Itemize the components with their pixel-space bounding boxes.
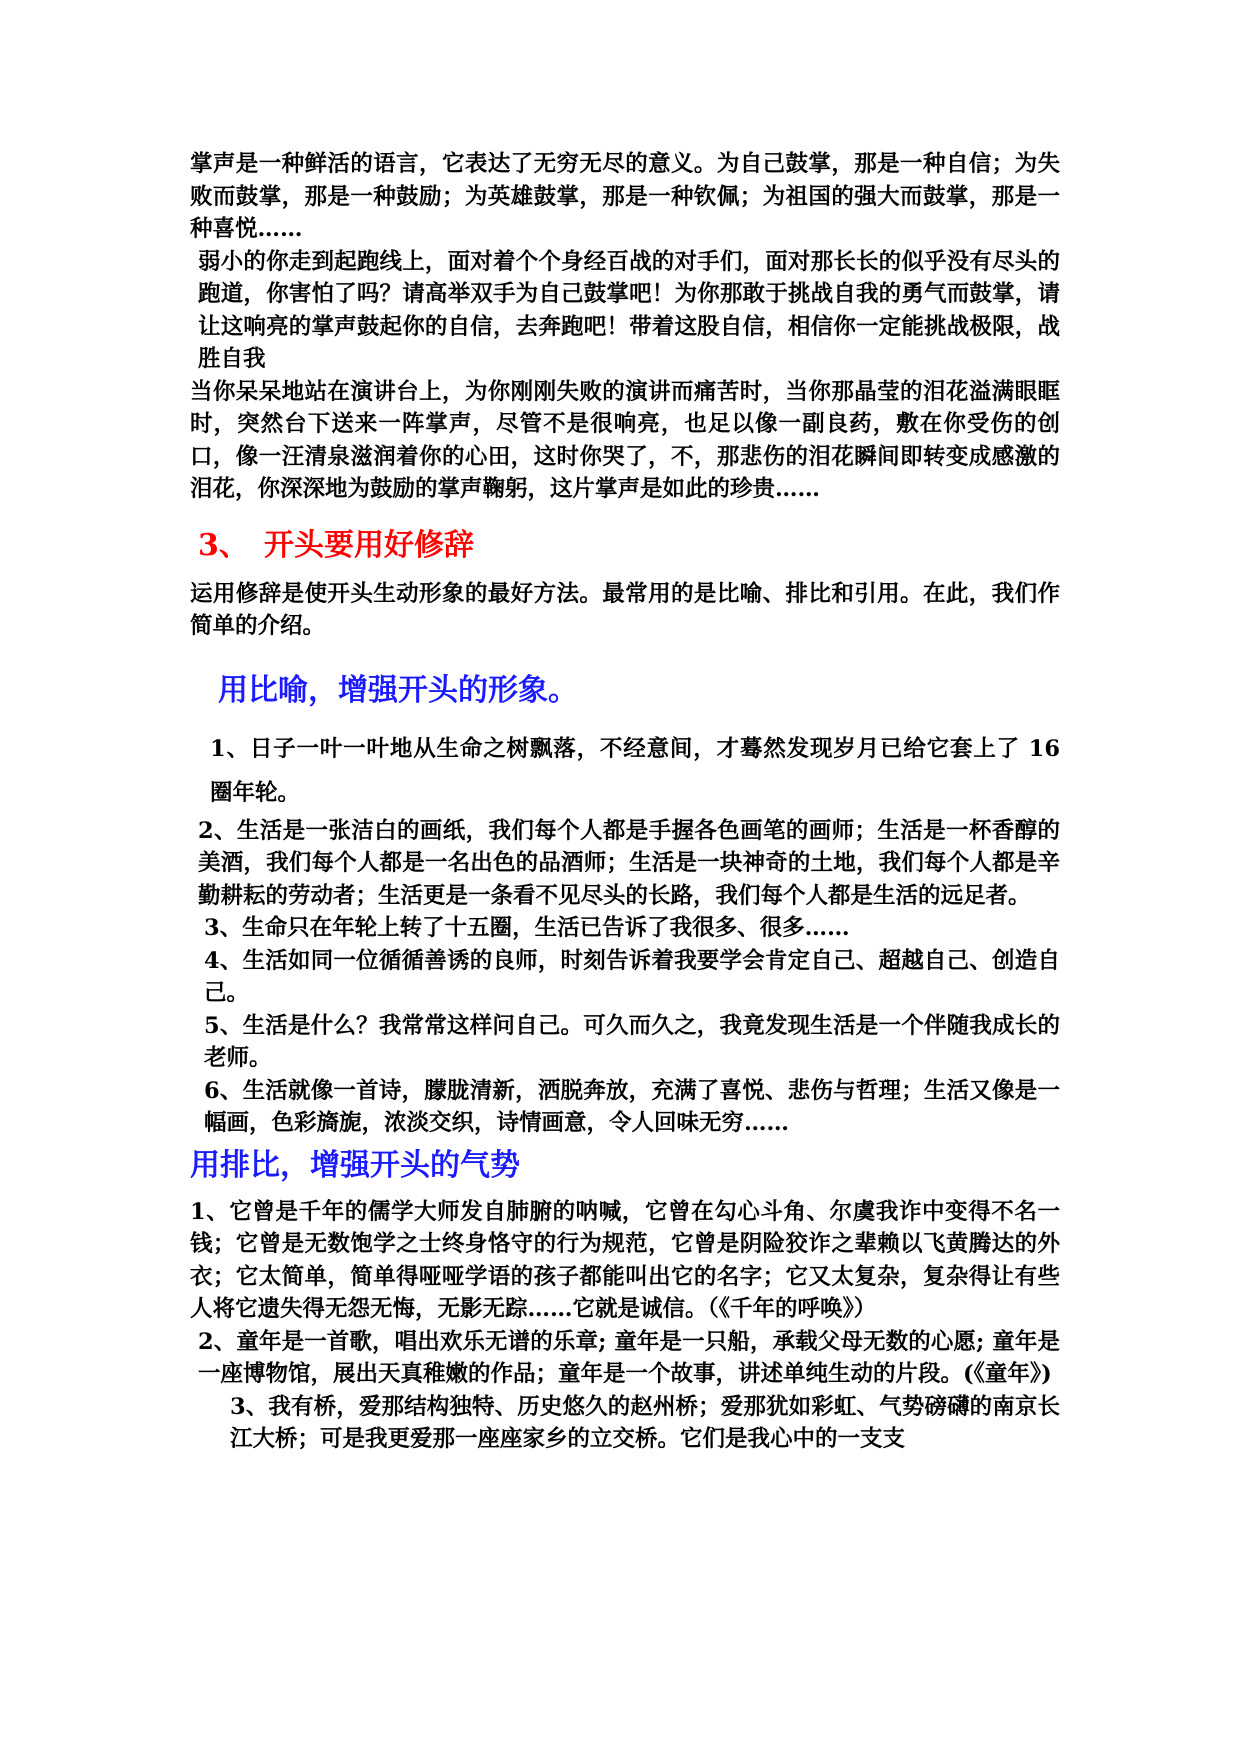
parallel-item-1: 1、它曾是千年的儒学大师发自肺腑的呐喊，它曾在勾心斗角、尔虞我诈中变得不名一钱；它曾是无数饱学之士终身恪守的行为规范，它曾是阴险狡诈之辈赖以飞黄腾达的外衣；它太简单，简单得哑哑学语的孩子都能叫出它的名字；它又太复杂，复杂得让有些人将它遗失得无怨无悔，无影无踪……它就是诚信。（《千年的呼唤》） xyxy=(190,1198,1060,1322)
section-3-intro: 运用修辞是使开头生动形象的最好方法。最常用的是比喻、排比和引用。在此，我们作简单的介绍。 xyxy=(190,580,1060,639)
section-3-title: 开头要用好修辞 xyxy=(264,527,474,563)
intro-paragraph-3: 当你呆呆地站在演讲台上，为你刚刚失败的演讲而痛苦时，当你那晶莹的泪花溢满眼眶时，突然台下送来一阵掌声，尽管不是很响亮，也足以像一副良药，敷在你受伤的创口，像一汪清泉滋润着你的心田，这时你哭了，不，那悲伤的泪花瞬间即转变成感激的泪花，你深深地为鼓励的掌声鞠躬，这片掌声是如此的珍贵…… xyxy=(190,378,1060,502)
parallel-item-2: 2、童年是一首歌，唱出欢乐无谱的乐章; 童年是一只船，承载父母无数的心愿; 童年是一座博物馆，展出天真稚嫩的作品；童年是一个故事，讲述单纯生动的片段。(《童年》) xyxy=(198,1328,1060,1387)
metaphor-heading: 用比喻，增强开头的形象。 xyxy=(218,672,578,708)
intro-paragraph-1: 掌声是一种鲜活的语言，它表达了无穷无尽的意义。为自己鼓掌，那是一种自信；为失败而鼓掌，那是一种鼓励；为英雄鼓掌，那是一种钦佩；为祖国的强大而鼓掌，那是一种喜悦…… xyxy=(190,151,1060,242)
parallel-heading: 用排比，增强开头的气势 xyxy=(190,1147,520,1183)
intro-paragraph-2: 弱小的你走到起跑线上，面对着个个身经百战的对手们，面对那长长的似乎没有尽头的跑道，你害怕了吗？请高举双手为自己鼓掌吧！为你那敢于挑战自我的勇气而鼓掌，请让这响亮的掌声鼓起你的自信，去奔跑吧！带着这股自信，相信你一定能挑战极限，战胜自我 xyxy=(198,248,1060,372)
parallel-item-3: 3、我有桥，爱那结构独特、历史悠久的赵州桥；爱那犹如彩虹、气势磅礴的南京长江大桥；可是我更爱那一座座家乡的立交桥。它们是我心中的一支支 xyxy=(230,1393,1060,1452)
metaphor-item-4: 4、生活如同一位循循善诱的良师，时刻告诉着我要学会肯定自己、超越自己、创造自己。 xyxy=(204,947,1060,1006)
section-3-heading xyxy=(198,524,1060,568)
metaphor-item-1: 1、日子一叶一叶地从生命之树飘落，不经意间，才蓦然发现岁月已给它套上了 16 圈年轮。 xyxy=(210,735,1060,806)
metaphor-item-6: 6、生活就像一首诗，朦胧清新，洒脱奔放，充满了喜悦、悲伤与哲理；生活又像是一幅画，色彩旖旎，浓淡交织，诗情画意，令人回味无穷…… xyxy=(204,1077,1060,1136)
section-3-number: 3、 xyxy=(198,527,249,563)
metaphor-item-3: 3、生命只在年轮上转了十五圈，生活已告诉了我很多、很多…… xyxy=(204,915,850,941)
document-page xyxy=(190,148,1060,1456)
metaphor-item-5: 5、生活是什么？我常常这样问自己。可久而久之，我竟发现生活是一个伴随我成长的老师。 xyxy=(204,1012,1060,1071)
metaphor-item-2: 2、生活是一张洁白的画纸，我们每个人都是手握各色画笔的画师；生活是一杯香醇的美酒，我们每个人都是一名出色的品酒师；生活是一块神奇的土地，我们每个人都是辛勤耕耘的劳动者；生活更是一条看不见尽头的长路，我们每个人都是生活的远足者。 xyxy=(198,817,1060,909)
